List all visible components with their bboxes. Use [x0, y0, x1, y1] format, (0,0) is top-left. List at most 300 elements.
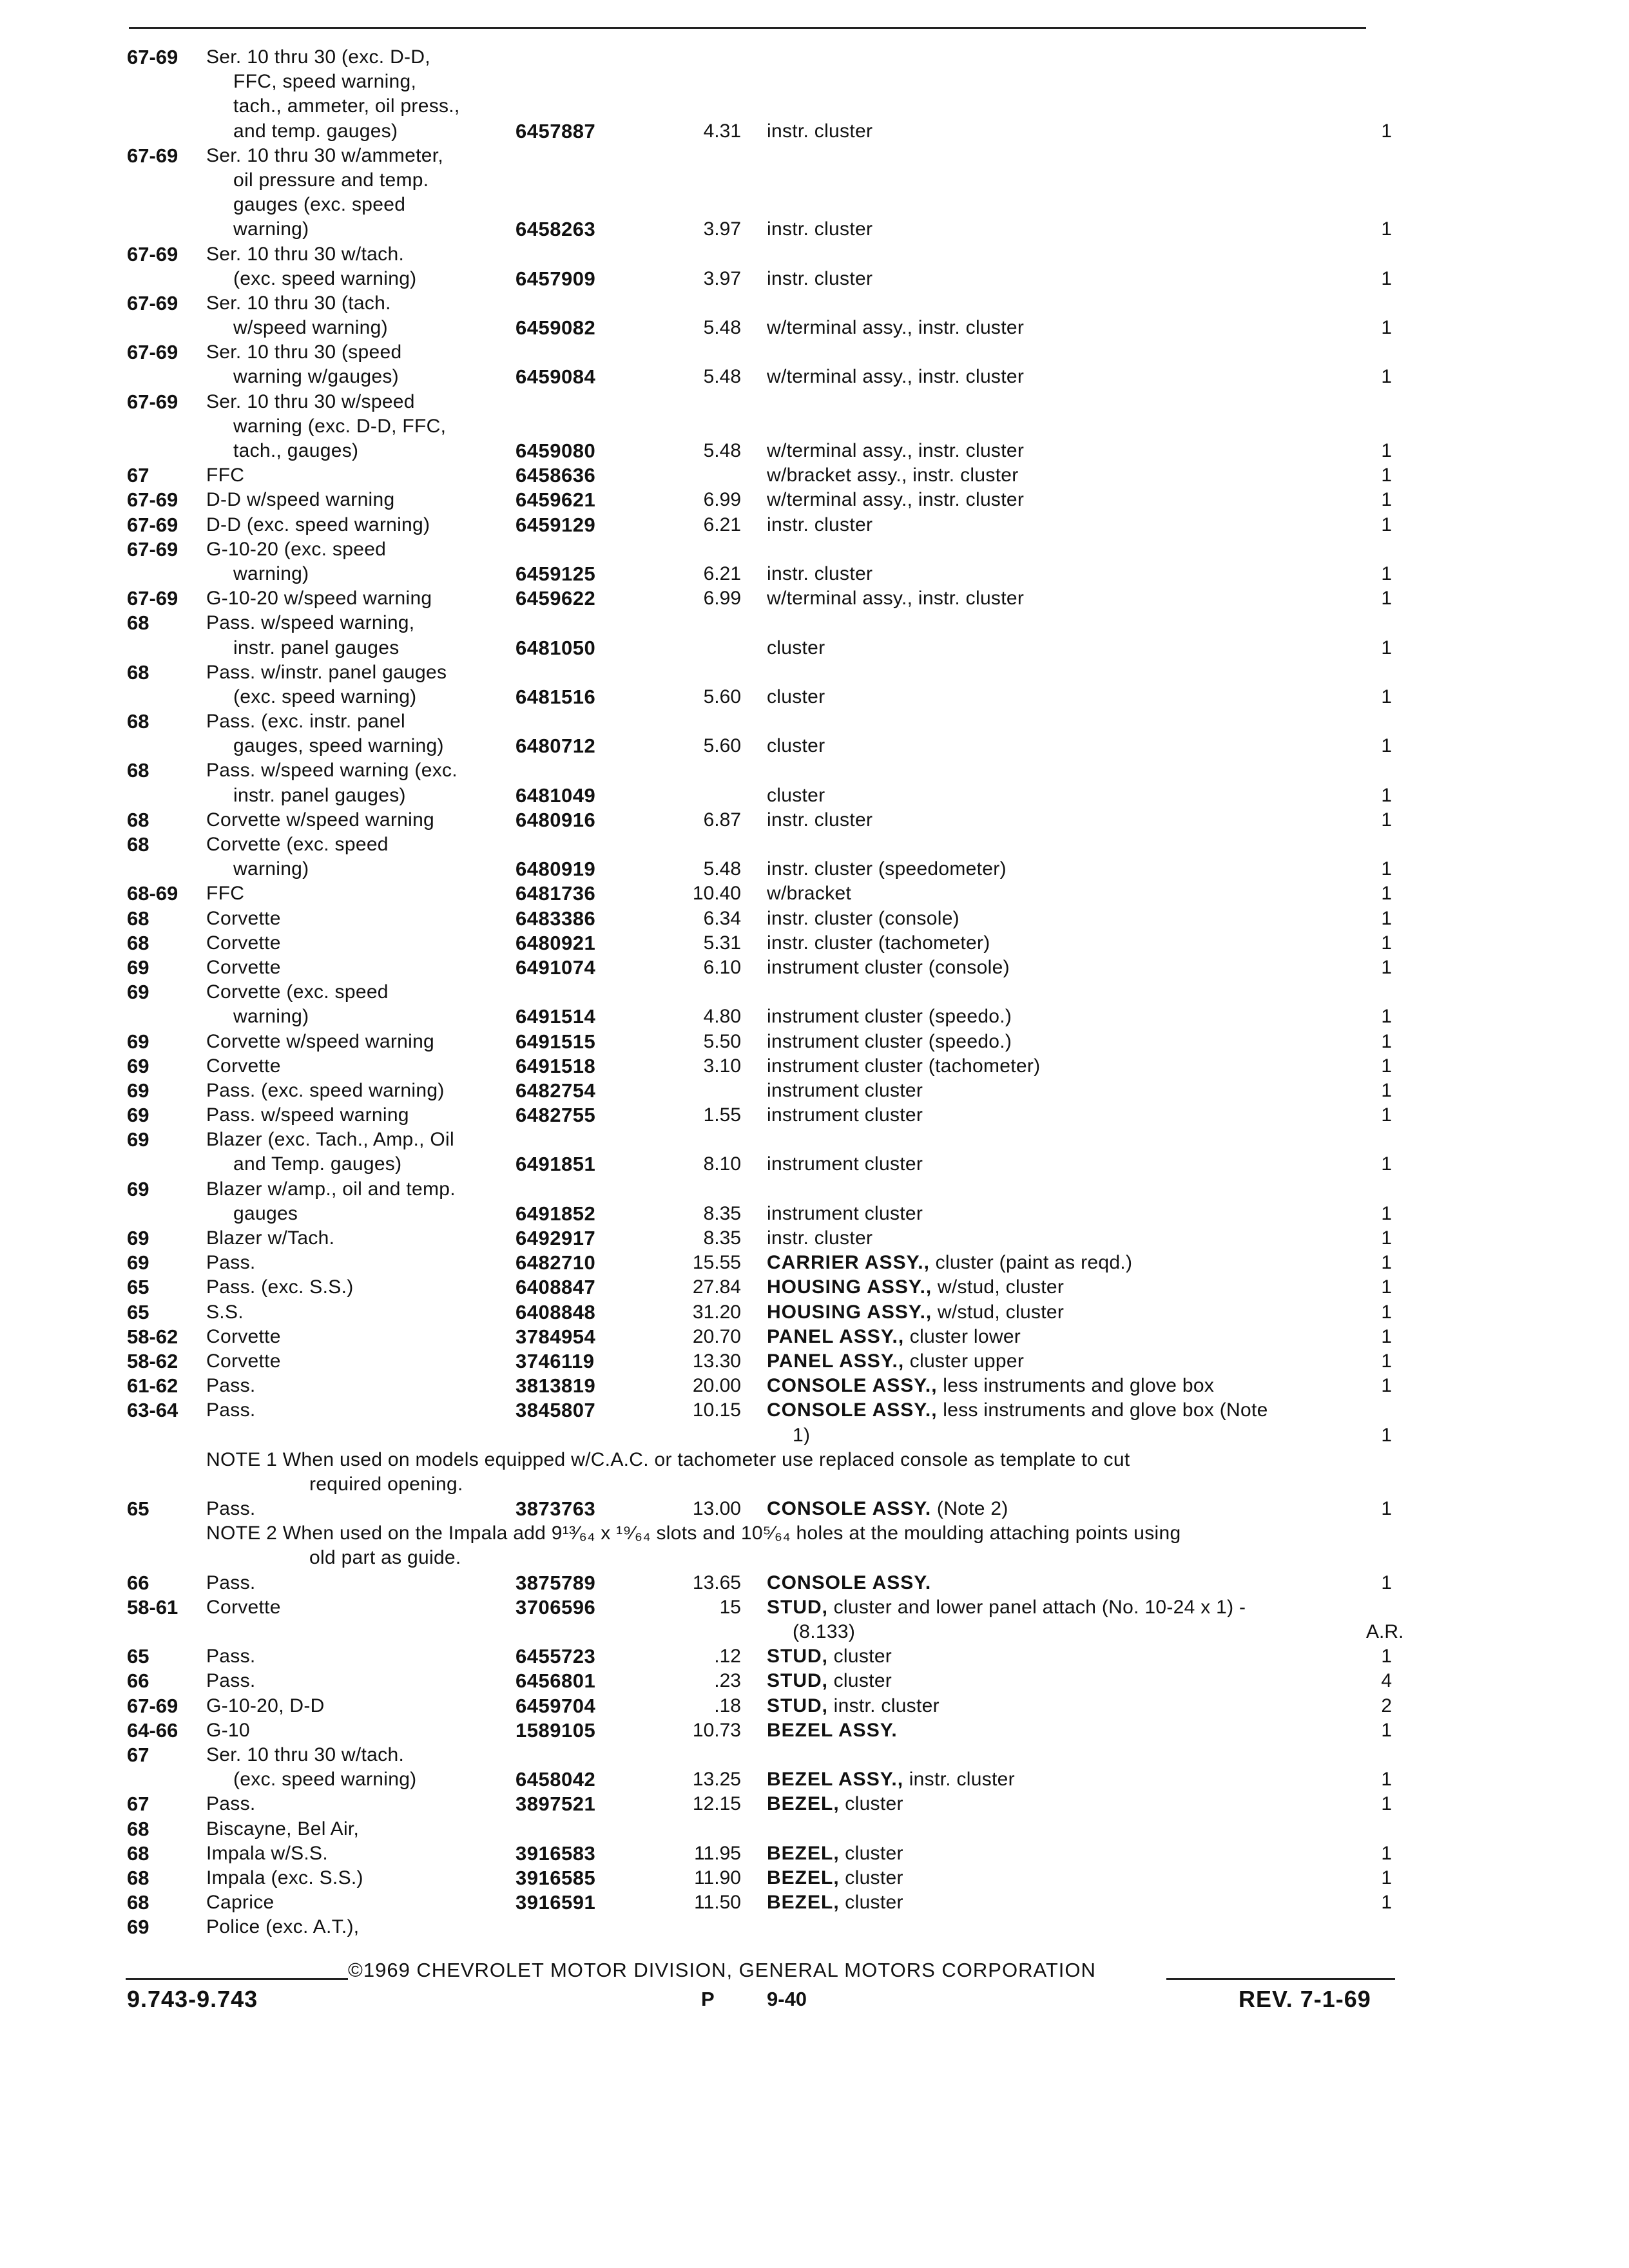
model-year: 68	[127, 931, 149, 954]
model-year: 69	[127, 1227, 149, 1249]
model-year: 65	[127, 1276, 149, 1299]
part-name-detail: instr. cluster (speedometer)	[767, 858, 1007, 880]
part-name	[767, 1841, 903, 1866]
part-name	[767, 857, 1007, 881]
quantity: 1	[1381, 1842, 1392, 1864]
part-price: 11.90	[694, 1867, 741, 1888]
part-row	[0, 414, 1629, 439]
part-name-detail: instr. cluster	[767, 120, 873, 142]
part-name	[793, 1423, 810, 1448]
quantity: 1	[1381, 440, 1392, 461]
model-year: 67-69	[127, 488, 178, 512]
part-name-detail: instrument cluster (tachometer)	[767, 1055, 1041, 1077]
part-number: 6492917	[516, 1227, 596, 1249]
model-description: Ser. 10 thru 30 (tach.	[206, 292, 391, 314]
model-year: 68	[127, 1841, 149, 1865]
part-row	[0, 685, 1629, 709]
part-number: 6480916	[516, 808, 596, 831]
revision-date: REV. 7-1-69	[1239, 1986, 1371, 2012]
part-price: 8.35	[703, 1202, 741, 1224]
part-price: 8.10	[703, 1153, 741, 1175]
part-name-detail: w/stud, cluster	[932, 1276, 1065, 1298]
part-number: 6481516	[516, 685, 596, 708]
part-name-heading: STUD,	[767, 1646, 828, 1667]
model-year: 67-69	[127, 341, 178, 364]
part-price: 6.10	[703, 956, 741, 978]
part-price: 5.48	[703, 858, 741, 880]
quantity: 1	[1381, 809, 1392, 831]
part-number: 6491515	[516, 1030, 596, 1053]
part-price: 5.48	[703, 366, 741, 388]
model-description: Pass. (exc. instr. panel	[206, 711, 406, 733]
part-name	[767, 1202, 923, 1226]
part-number: 6459082	[516, 316, 596, 340]
model-description: Police (exc. A.T.),	[206, 1916, 360, 1938]
quantity: 1	[1381, 588, 1392, 610]
model-year: 65	[127, 1497, 149, 1521]
part-price: 5.31	[703, 932, 741, 954]
part-name-detail: w/bracket assy., instr. cluster	[767, 465, 1019, 486]
model-year: 69	[127, 1128, 149, 1151]
note-text: old part as guide.	[309, 1547, 461, 1569]
model-year: 68	[127, 660, 149, 684]
quantity: 1	[1381, 1571, 1392, 1593]
part-row	[0, 586, 1629, 611]
model-year: 68	[127, 1891, 149, 1914]
model-year: 68	[127, 907, 149, 930]
model-year: 58-62	[127, 1325, 178, 1348]
page-number: 9-40	[767, 1988, 807, 2010]
model-description: Corvette	[206, 932, 281, 954]
part-row	[0, 94, 1629, 119]
copyright-line: ©1969 CHEVROLET MOTOR DIVISION, GENERAL MOTORS CORPORATION	[348, 1959, 1096, 1981]
part-price: 4.80	[703, 1006, 741, 1028]
model-description: D-D (exc. speed warning)	[206, 514, 430, 535]
part-name	[767, 267, 872, 291]
model-description: gauges, speed warning)	[233, 735, 444, 757]
model-description: Caprice	[206, 1892, 275, 1914]
part-price: 5.60	[703, 735, 741, 757]
quantity: 1	[1381, 1276, 1392, 1298]
part-row	[0, 168, 1629, 193]
part-name	[767, 119, 872, 144]
quantity: 1	[1381, 1892, 1392, 1914]
model-year: 67-69	[127, 144, 178, 167]
part-price: 5.60	[703, 686, 741, 707]
part-name	[767, 1349, 1024, 1374]
model-description: Pass.	[206, 1646, 256, 1667]
part-number: 3916583	[516, 1841, 596, 1865]
model-year: 67-69	[127, 46, 178, 68]
model-description: gauges (exc. speed	[233, 194, 406, 216]
part-row	[0, 1767, 1629, 1792]
model-year: 68	[127, 1817, 149, 1840]
quantity: 1	[1381, 1079, 1392, 1101]
note-text: NOTE 1 When used on models equipped w/C.A.C. or tachometer use replaced console as template to cut	[206, 1448, 1130, 1470]
model-description: warning (exc. D-D, FFC,	[233, 415, 447, 437]
quantity: 1	[1381, 1301, 1392, 1323]
model-description: Pass.	[206, 1571, 256, 1593]
part-price: 13.00	[692, 1498, 741, 1520]
part-name	[767, 808, 872, 832]
part-name	[767, 1571, 931, 1595]
part-price: 13.65	[692, 1571, 741, 1593]
part-name-detail: instrument cluster (speedo.)	[767, 1030, 1012, 1052]
part-price: 20.00	[692, 1375, 741, 1397]
part-name-detail: w/terminal assy., instr. cluster	[767, 440, 1025, 461]
part-name-heading: CARRIER ASSY.,	[767, 1252, 930, 1274]
part-name-detail: w/stud, cluster	[932, 1301, 1065, 1323]
quantity: 1	[1381, 1227, 1392, 1249]
part-number: 6459080	[516, 439, 596, 462]
part-row	[0, 1595, 1629, 1620]
part-number: 3875789	[516, 1571, 596, 1594]
quantity: 1	[1381, 267, 1392, 289]
model-year: 69	[127, 1079, 149, 1102]
model-year: 67-69	[127, 587, 178, 610]
quantity: 1	[1381, 1646, 1392, 1667]
part-row	[0, 45, 1629, 70]
part-row	[0, 709, 1629, 734]
model-year: 67-69	[127, 537, 178, 561]
part-number: 6456801	[516, 1669, 596, 1693]
model-description: oil pressure and temp.	[233, 169, 429, 191]
quantity: 1	[1381, 1030, 1392, 1052]
part-name	[767, 1300, 1064, 1325]
model-description: warning)	[233, 1006, 309, 1028]
part-name-detail: w/terminal assy., instr. cluster	[767, 317, 1025, 339]
quantity: 1	[1381, 1350, 1392, 1372]
part-name	[767, 1251, 1132, 1275]
part-price: 4.31	[703, 120, 741, 142]
part-name-heading: CONSOLE ASSY.,	[767, 1399, 938, 1421]
part-number: 6481050	[516, 636, 596, 659]
part-number: 3813819	[516, 1374, 596, 1398]
part-price: 3.10	[703, 1055, 741, 1077]
model-description: Corvette	[206, 1325, 281, 1347]
model-year: 69	[127, 1054, 149, 1077]
part-row	[0, 488, 1629, 512]
part-row	[0, 783, 1629, 808]
part-name-detail: instr. cluster	[767, 1227, 873, 1249]
model-description: D-D w/speed warning	[206, 489, 395, 511]
part-row	[0, 1718, 1629, 1743]
part-name	[767, 1325, 1021, 1349]
part-name-detail: instr. cluster	[767, 218, 873, 240]
part-row	[0, 1226, 1629, 1251]
part-price: 6.21	[703, 562, 741, 584]
part-number: 6491514	[516, 1005, 596, 1028]
quantity: 1	[1381, 366, 1392, 388]
part-number: 3916591	[516, 1891, 596, 1914]
model-year: 68	[127, 710, 149, 733]
part-number: 6457887	[516, 119, 596, 142]
footer-rule-left	[126, 1978, 348, 1980]
part-number: 6458636	[516, 464, 596, 487]
part-name	[767, 1866, 903, 1890]
model-year: 69	[127, 1251, 149, 1274]
part-name-detail: instrument cluster	[767, 1079, 923, 1101]
model-description: Pass.	[206, 1399, 256, 1421]
model-description: Ser. 10 thru 30 w/ammeter,	[206, 144, 443, 166]
part-row	[0, 340, 1629, 365]
part-row	[0, 734, 1629, 758]
part-row	[0, 1349, 1629, 1374]
part-name-heading: BEZEL,	[767, 1842, 840, 1864]
model-year: 69	[127, 1030, 149, 1053]
model-description: Pass. w/instr. panel gauges	[206, 661, 447, 683]
part-row	[0, 1300, 1629, 1325]
part-name-detail: instrument cluster (speedo.)	[767, 1006, 1012, 1028]
model-description: tach., gauges)	[233, 440, 359, 461]
part-name	[767, 1767, 1015, 1792]
quantity: 1	[1381, 317, 1392, 339]
part-name	[767, 1718, 898, 1743]
model-year: 67-69	[127, 390, 178, 413]
parts-list	[0, 45, 1629, 1939]
part-name-detail: w/terminal assy., instr. cluster	[767, 588, 1025, 610]
part-name-detail: cluster	[839, 1892, 903, 1914]
model-year: 64-66	[127, 1718, 178, 1742]
model-description: Impala w/S.S.	[206, 1842, 328, 1864]
model-description: (exc. speed warning)	[233, 267, 417, 289]
note-text: NOTE 2 When used on the Impala add 9¹³⁄₆₄ x ¹⁹⁄₆₄ slots and 10⁵⁄₆₄ holes at the moulding attaching points using	[206, 1523, 1181, 1544]
part-number: 6459125	[516, 562, 596, 585]
part-row	[0, 907, 1629, 931]
part-name	[767, 1595, 1246, 1620]
part-price: 10.73	[692, 1719, 741, 1741]
quantity: 1	[1381, 1793, 1392, 1815]
part-name-detail: instr. cluster (console)	[767, 907, 959, 929]
part-name	[767, 513, 872, 537]
part-row	[0, 1152, 1629, 1177]
part-row	[0, 463, 1629, 488]
part-name-heading: BEZEL ASSY.	[767, 1719, 898, 1741]
part-price: .12	[714, 1646, 741, 1667]
model-year: 68	[127, 808, 149, 831]
part-name-heading: PANEL ASSY.,	[767, 1325, 905, 1347]
part-price: 6.99	[703, 489, 741, 511]
model-description: Impala (exc. S.S.)	[206, 1867, 363, 1888]
part-name	[767, 1226, 872, 1251]
part-row	[0, 1275, 1629, 1300]
part-row	[0, 562, 1629, 586]
part-row	[0, 1202, 1629, 1226]
part-number: 6459704	[516, 1694, 596, 1717]
model-description: G-10	[206, 1719, 250, 1741]
model-description: Pass. (exc. S.S.)	[206, 1276, 354, 1298]
part-number: 3873763	[516, 1497, 596, 1521]
part-row	[0, 242, 1629, 267]
part-name-heading: STUD,	[767, 1670, 828, 1692]
part-number: 6480921	[516, 931, 596, 954]
part-row	[0, 193, 1629, 217]
part-name-detail: w/terminal assy., instr. cluster	[767, 366, 1025, 388]
part-number: 6491851	[516, 1153, 596, 1176]
part-name	[767, 1275, 1064, 1300]
model-description: S.S.	[206, 1301, 244, 1323]
part-name	[793, 1620, 855, 1644]
part-price: 10.40	[692, 883, 741, 905]
model-description: Ser. 10 thru 30 (exc. D-D,	[206, 46, 430, 68]
part-price: 3.97	[703, 267, 741, 289]
model-description: Corvette (exc. speed	[206, 981, 389, 1003]
part-price: 6.99	[703, 588, 741, 610]
part-row	[0, 1694, 1629, 1718]
note-row	[0, 1472, 1629, 1497]
part-name	[767, 1890, 903, 1915]
model-year: 69	[127, 1104, 149, 1127]
section-number: 9.743-9.743	[127, 1986, 258, 2012]
part-number: 3845807	[516, 1399, 596, 1422]
part-name-detail: instr. cluster (tachometer)	[767, 932, 990, 954]
part-price: 8.35	[703, 1227, 741, 1249]
part-row	[0, 1620, 1629, 1644]
part-price: 3.97	[703, 218, 741, 240]
part-name	[767, 881, 851, 906]
part-name	[767, 1669, 892, 1693]
model-year: 69	[127, 981, 149, 1004]
quantity: 1	[1381, 858, 1392, 880]
part-row	[0, 808, 1629, 832]
model-description: Pass.	[206, 1498, 256, 1520]
part-row	[0, 537, 1629, 562]
model-description: Ser. 10 thru 30 (speed	[206, 341, 402, 363]
part-name	[767, 463, 1019, 488]
model-year: 58-61	[127, 1595, 178, 1619]
model-description: Pass. w/speed warning (exc.	[206, 760, 458, 782]
quantity: 1	[1381, 562, 1392, 584]
part-name-detail: cluster	[767, 735, 825, 757]
model-year: 68	[127, 611, 149, 635]
part-name-detail: cluster	[839, 1842, 903, 1864]
model-description: G-10-20 (exc. speed	[206, 538, 387, 560]
part-row	[0, 1374, 1629, 1398]
part-number: 6408847	[516, 1276, 596, 1299]
part-row	[0, 1890, 1629, 1915]
model-year: 67	[127, 1792, 149, 1816]
part-name	[767, 1079, 923, 1103]
model-description: Corvette (exc. speed	[206, 834, 389, 855]
part-name-detail: cluster lower	[904, 1325, 1021, 1347]
part-name	[767, 956, 1010, 980]
model-description: Ser. 10 thru 30 w/tach.	[206, 1744, 405, 1765]
model-description: and Temp. gauges)	[233, 1153, 402, 1175]
model-description: Pass. w/speed warning,	[206, 612, 415, 634]
note-row	[0, 1546, 1629, 1570]
part-name-heading: CONSOLE ASSY.,	[767, 1375, 938, 1397]
part-name	[767, 1152, 923, 1177]
part-price: 5.48	[703, 317, 741, 339]
model-year: 69	[127, 1177, 149, 1200]
quantity: 1	[1381, 735, 1392, 757]
part-number: 6482755	[516, 1104, 596, 1127]
model-year: 67-69	[127, 291, 178, 314]
part-row	[0, 1177, 1629, 1202]
part-name-heading: BEZEL,	[767, 1892, 840, 1914]
part-price: 27.84	[692, 1276, 741, 1298]
model-year: 68	[127, 833, 149, 856]
model-description: warning)	[233, 562, 309, 584]
part-number: 6481736	[516, 882, 596, 905]
part-row	[0, 881, 1629, 906]
part-price: 6.87	[703, 809, 741, 831]
model-year: 61-62	[127, 1374, 178, 1398]
part-name-heading: CONSOLE ASSY.	[767, 1571, 932, 1593]
part-name-detail: instrument cluster	[767, 1153, 923, 1175]
part-name-detail: (8.133)	[793, 1621, 856, 1642]
part-name-detail: cluster	[828, 1670, 892, 1692]
note-row	[0, 1448, 1629, 1472]
part-name-detail: cluster	[839, 1867, 903, 1888]
model-description: Corvette	[206, 1055, 281, 1077]
quantity: 1	[1381, 932, 1392, 954]
part-row	[0, 1497, 1629, 1521]
part-row	[0, 1866, 1629, 1890]
part-row	[0, 1571, 1629, 1595]
part-price: 5.48	[703, 440, 741, 461]
part-row	[0, 1128, 1629, 1152]
part-price: 11.95	[694, 1842, 741, 1864]
part-price: 5.50	[703, 1030, 741, 1052]
part-number: 6459084	[516, 365, 596, 389]
part-row	[0, 1644, 1629, 1669]
part-name	[767, 562, 872, 586]
model-description: instr. panel gauges	[233, 637, 400, 658]
part-price: 13.30	[692, 1350, 741, 1372]
part-name	[767, 1694, 940, 1718]
model-year: 68-69	[127, 882, 178, 905]
part-price: 15	[719, 1596, 741, 1618]
part-name-detail: instrument cluster (console)	[767, 956, 1010, 978]
part-row	[0, 611, 1629, 635]
part-row	[0, 439, 1629, 463]
model-description: Pass.	[206, 1793, 256, 1815]
part-number: 6458042	[516, 1768, 596, 1791]
model-description: FFC	[206, 883, 245, 905]
part-row	[0, 758, 1629, 783]
part-name-detail: cluster upper	[904, 1350, 1025, 1372]
model-year: 67	[127, 1743, 149, 1766]
part-row	[0, 931, 1629, 956]
quantity: 4	[1381, 1670, 1392, 1692]
part-row	[0, 1325, 1629, 1349]
part-name	[767, 1004, 1012, 1029]
model-description: w/speed warning)	[233, 317, 388, 339]
part-row	[0, 1792, 1629, 1816]
part-name	[767, 1054, 1040, 1079]
part-price: 11.50	[694, 1892, 741, 1914]
part-name	[767, 636, 825, 660]
quantity: 1	[1381, 784, 1392, 806]
part-name-detail: cluster	[828, 1646, 892, 1667]
part-name-detail: instr. cluster	[767, 267, 873, 289]
quantity: 1	[1381, 1104, 1392, 1126]
model-year: 69	[127, 1916, 149, 1939]
model-description: Biscayne, Bel Air,	[206, 1818, 360, 1840]
part-name	[767, 1103, 923, 1128]
page-letter: P	[701, 1988, 715, 2010]
quantity: 1	[1381, 514, 1392, 535]
quantity: 1	[1381, 1202, 1392, 1224]
model-year: 67-69	[127, 242, 178, 265]
part-name	[767, 586, 1024, 611]
part-name-heading: HOUSING ASSY.,	[767, 1301, 932, 1323]
part-row	[0, 1004, 1629, 1029]
top-rule	[129, 27, 1366, 29]
model-description: Corvette w/speed warning	[206, 809, 435, 831]
note-row	[0, 1521, 1629, 1546]
